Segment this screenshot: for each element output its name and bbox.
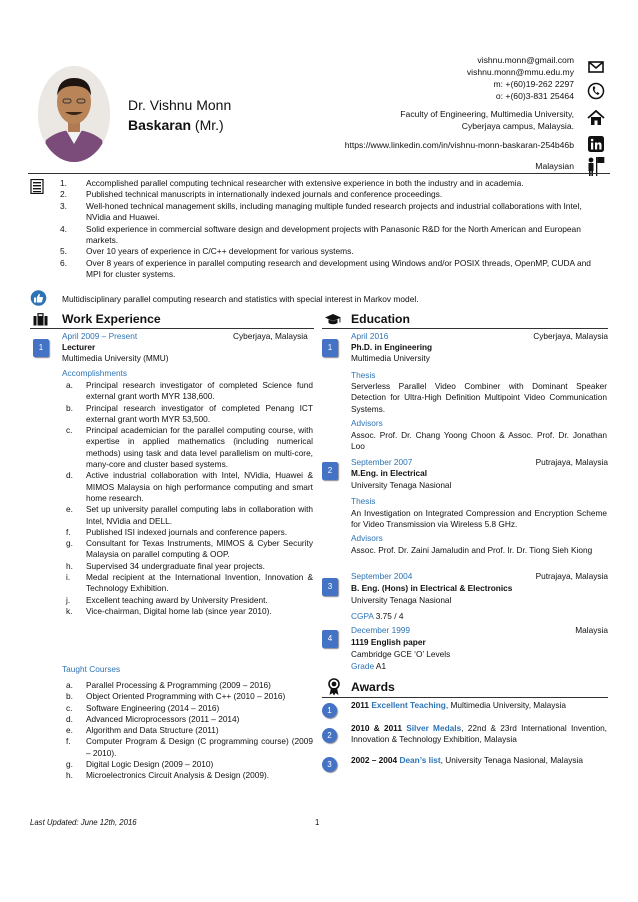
candidate-name: [128, 95, 231, 135]
list-item: e. Set up university parallel computing labs in collaboration with Intel, NVidia and DELL.: [66, 504, 313, 526]
award-item: 2002 – 2004 Dean’s list, University Tenaga Nasional, Malaysia: [351, 755, 583, 765]
page-number: 1: [315, 818, 320, 827]
home-icon: [587, 109, 605, 127]
linkedin-url[interactable]: https://www.linkedin.com/in/vishnu-monn-baskaran-254b46b: [344, 140, 574, 150]
list-item: b. Principal research investigator of completed Penang ICT external grant worth MYR 53,500.: [66, 402, 313, 424]
education-school: Multimedia University: [351, 353, 430, 363]
name-last: Baskaran: [128, 117, 192, 133]
work-date: April 2009 – Present: [62, 331, 138, 341]
phone-icon: [587, 82, 605, 100]
thesis-label: Thesis: [351, 370, 376, 380]
address-line-1: Faculty of Engineering, Multimedia University,: [400, 109, 574, 119]
grade-label: Grade: [351, 661, 375, 671]
thesis-title: Serverless Parallel Video Combiner with Dominant Speaker Detection for Ultra-High Definition Multipoint Video Communication Systems.: [351, 381, 607, 414]
section-title-work: Work Experience: [62, 312, 161, 326]
address-block: [400, 108, 574, 132]
work-entry-badge: 1: [33, 339, 49, 357]
education-date: April 2016: [351, 331, 389, 341]
last-updated: Last Updated: June 12th, 2016: [30, 818, 137, 827]
work-role: Lecturer: [62, 342, 96, 352]
summary-item: 5. Over 10 years of experience in C/C++ development for various systems.: [60, 246, 354, 257]
education-date: December 1999: [351, 625, 411, 635]
education-badge-2: 2: [322, 462, 338, 480]
document-list-icon: [30, 179, 44, 194]
list-item: c. Software Engineering (2014 – 2016): [66, 702, 220, 713]
research-interest: Multidisciplinary parallel computing research and statistics with special interest in Markov model.: [62, 294, 419, 304]
address-line-2: Cyberjaya campus, Malaysia.: [461, 121, 574, 131]
award-badge-1: 1: [322, 703, 337, 718]
accomplishments-label: Accomplishments: [62, 368, 128, 378]
summary-item: 3. Well-honed technical management skills, including managing multiple funded research projects and industrial collaborations with Intel, NVidia and Huawei.: [60, 200, 582, 223]
accomplishments-list: [62, 380, 313, 617]
grade-line: [351, 661, 386, 672]
name-first: Dr. Vishnu Monn: [128, 97, 232, 113]
education-location: Putrajaya, Malaysia: [535, 457, 608, 467]
office-phone: o: +(60)3-831 25464: [495, 91, 574, 101]
name-suffix: (Mr.): [191, 117, 224, 133]
thumbs-up-icon: [30, 290, 47, 306]
list-item: g. Digital Logic Design (2009 – 2010): [66, 759, 214, 770]
nationality: Malaysian: [535, 161, 574, 171]
courses-list: [62, 680, 313, 782]
education-school: University Tenaga Nasional: [351, 595, 452, 605]
taught-courses-label: Taught Courses: [62, 664, 121, 674]
thesis-label: Thesis: [351, 496, 376, 506]
education-location: Putrajaya, Malaysia: [535, 571, 608, 581]
profile-photo: [38, 66, 110, 162]
advisors-names: Assoc. Prof. Dr. Chang Yoong Choon & Assoc. Prof. Dr. Jonathan Loo: [351, 430, 607, 452]
list-item: d. Active industrial collaboration with Intel, NVidia, Huawei & MIMOS Malaysia on high performance computing and smart home research.: [66, 470, 313, 503]
section-title-awards: Awards: [351, 680, 395, 694]
cgpa-value: 3.75 / 4: [373, 611, 404, 621]
list-item: h. Supervised 34 undergraduate final year projects.: [66, 560, 265, 571]
summary-item: 1. Accomplished parallel computing technical researcher with extensive experience in both the industry and in academia.: [60, 178, 524, 188]
thesis-title: An Investigation on Integrated Compression and Encryption Scheme for Video Transmission via Wireless 5.8 GHz.: [351, 508, 607, 530]
awards-divider: [322, 697, 608, 698]
education-degree: B. Eng. (Hons) in Electrical & Electronics: [351, 583, 513, 593]
summary-item: 4. Solid experience in commercial software design and development projects with Panasonic R&D for the North American and European markets.: [60, 223, 581, 246]
list-item: i. Medal recipient at the International Invention, Innovation & Technology Exhibition.: [66, 572, 313, 594]
education-degree: M.Eng. in Electrical: [351, 468, 428, 478]
section-title-education: Education: [351, 312, 410, 326]
list-item: d. Advanced Microprocessors (2011 – 2014): [66, 713, 240, 724]
education-badge-3: 3: [322, 578, 338, 596]
list-item: h. Microelectronics Circuit Analysis & Design (2009).: [66, 770, 270, 781]
linkedin-icon[interactable]: [587, 135, 605, 153]
education-school: Cambridge GCE ‘O’ Levels: [351, 649, 451, 659]
education-location: Cyberjaya, Malaysia: [533, 331, 608, 341]
grade-value: A1: [374, 661, 387, 671]
work-divider: [30, 328, 314, 329]
education-divider: [322, 328, 608, 329]
list-item: f. Computer Program & Design (C programming course) (2009 – 2010).: [66, 736, 313, 758]
education-degree: Ph.D. in Engineering: [351, 342, 433, 352]
summary-list: [60, 178, 608, 281]
education-degree: 1119 English paper: [351, 637, 426, 647]
list-item: f. Published ISI indexed journals and conference papers.: [66, 526, 288, 537]
cgpa-label: CGPA: [351, 611, 374, 621]
mobile-phone: m: +(60)19-262 2297: [493, 79, 574, 89]
summary-item: 2. Published technical manuscripts in internationally indexed journals and conference proceedings.: [60, 189, 443, 200]
work-location: Cyberjaya, Malaysia: [233, 331, 308, 341]
work-organization: Multimedia University (MMU): [62, 353, 169, 363]
award-badge-2: 2: [322, 728, 337, 743]
advisors-names: Assoc. Prof. Dr. Zaini Jamaludin and Prof. Ir. Dr. Tiong Sieh Kiong: [351, 545, 593, 555]
header-divider: [28, 173, 610, 174]
list-item: a. Parallel Processing & Programming (2009 – 2016): [66, 680, 271, 690]
award-item: 2011 Excellent Teaching, Multimedia University, Malaysia: [351, 700, 567, 710]
education-location: Malaysia: [575, 625, 608, 635]
email-work[interactable]: vishnu.monn@mmu.edu.my: [466, 67, 574, 77]
envelope-icon: [587, 58, 605, 76]
list-item: g. Consultant for Texas Instruments, MIMOS & Cyber Security Malaysia on parallel computing & OOP.: [66, 538, 313, 560]
education-date: September 2004: [351, 571, 413, 581]
advisors-label: Advisors: [351, 533, 383, 543]
list-item: e. Algorithm and Data Structure (2011): [66, 725, 219, 736]
list-item: j. Excellent teaching award by University President.: [66, 594, 268, 605]
email-primary[interactable]: vishnu.monn@gmail.com: [477, 55, 574, 65]
cgpa-line: [351, 611, 403, 622]
award-badge-3: 3: [322, 757, 337, 772]
list-item: a. Principal research investigator of completed Science fund external grant worth MYR 138,600.: [66, 380, 313, 402]
graduation-cap-icon: [324, 313, 342, 326]
summary-item: 6. Over 8 years of experience in parallel computing research and development using Windows and/or POSIX threads, OpenMP, CUDA and MPI for cluster systems.: [60, 257, 591, 280]
advisors-label: Advisors: [351, 418, 383, 428]
list-item: k. Vice-chairman, Digital home lab (since year 2010).: [66, 605, 272, 616]
education-school: University Tenaga Nasional: [351, 480, 452, 490]
education-badge-1: 1: [322, 339, 338, 357]
list-item: b. Object Oriented Programming with C++ (2010 – 2016): [66, 691, 286, 702]
portrait-image: [38, 66, 110, 162]
briefcase-icon: [33, 313, 48, 326]
award-item: 2010 & 2011 Silver Medals, 22nd & 23rd International Invention, Innovation & Technology Exhibition, Malaysia: [351, 723, 607, 745]
contact-block-email: [467, 54, 574, 102]
education-date: September 2007: [351, 457, 413, 467]
medal-icon: [327, 678, 341, 696]
education-badge-4: 4: [322, 630, 338, 648]
list-item: c. Principal academician for the parallel computing course, with expertise in applied mathematics (including numerical methods) using task and data level parallelism on multi-core, many-core and cluster based systems.: [66, 425, 313, 470]
